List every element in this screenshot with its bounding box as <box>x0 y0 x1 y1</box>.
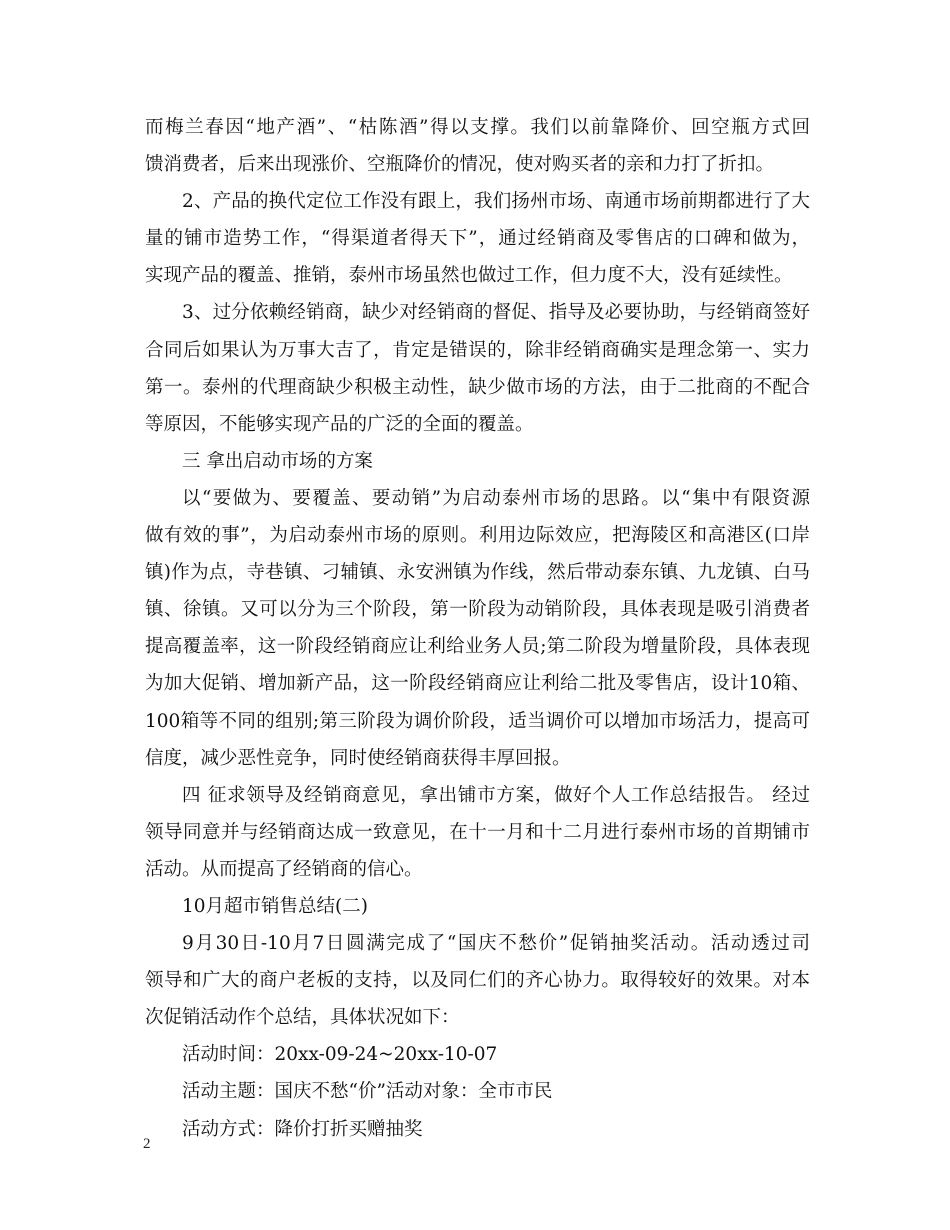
text-line: 为加大促销、增加新产品，这一阶段经销商应让利给二批及零售店，设计10箱、 <box>145 673 810 695</box>
text-line: 9月30日-10月7日圆满完成了“国庆不愁价”促销抽奖活动。活动透过司 <box>182 933 810 955</box>
text-line: 活动主题：国庆不愁“价”活动对象：全市市民 <box>182 1081 553 1103</box>
page-number: 2 <box>143 1136 151 1152</box>
text-line: 等原因，不能够实现产品的广泛的全面的覆盖。 <box>145 413 534 435</box>
text-line: 三 拿出启动市场的方案 <box>182 450 373 472</box>
text-line: 活动方式：降价打折买赠抽奖 <box>182 1118 423 1140</box>
text-line: 第一。泰州的代理商缺少积极主动性，缺少做市场的方法，由于二批商的不配合 <box>145 376 810 398</box>
text-line: 10月超市销售总结(二) <box>182 895 368 917</box>
text-line: 提高覆盖率，这一阶段经销商应让利给业务人员;第二阶段为增量阶段，具体表现 <box>145 636 810 658</box>
text-line: 信度，减少恶性竞争，同时使经销商获得丰厚回报。 <box>145 747 571 769</box>
text-line: 领导和广大的商户老板的支持，以及同仁们的齐心协力。取得较好的效果。对本 <box>145 970 810 992</box>
document-body <box>145 109 810 1148</box>
text-line: 100箱等不同的组别;第三阶段为调价阶段，适当调价可以增加市场活力，提高可 <box>145 710 810 732</box>
text-line: 镇)作为点，寺巷镇、刁辅镇、永安洲镇为作线，然后带动泰东镇、九龙镇、白马 <box>145 562 810 584</box>
text-line: 活动时间：20xx-09-24~20xx-10-07 <box>182 1044 498 1066</box>
text-line: 活动。从而提高了经销商的信心。 <box>145 858 423 880</box>
text-line: 2、产品的换代定位工作没有跟上，我们扬州市场、南通市场前期都进行了大 <box>182 191 810 213</box>
text-line: 做有效的事”，为启动泰州市场的原则。利用边际效应，把海陵区和高港区(口岸 <box>145 525 810 547</box>
text-line: 以“要做为、要覆盖、要动销”为启动泰州市场的思路。以“集中有限资源 <box>182 487 810 509</box>
text-line: 次促销活动作个总结，具体状况如下： <box>145 1007 460 1029</box>
text-line: 领导同意并与经销商达成一致意见，在十一月和十二月进行泰州市场的首期铺市 <box>145 821 810 843</box>
text-line: 合同后如果认为万事大吉了，肯定是错误的，除非经销商确实是理念第一、实力 <box>145 339 810 361</box>
text-line: 实现产品的覆盖、推销，泰州市场虽然也做过工作，但力度不大，没有延续性。 <box>145 265 793 287</box>
text-line: 镇、徐镇。又可以分为三个阶段，第一阶段为动销阶段，具体表现是吸引消费者 <box>145 599 810 621</box>
text-line: 量的铺市造势工作，“得渠道者得天下”，通过经销商及零售店的口碑和做为， <box>145 228 810 250</box>
text-line: 而梅兰春因“地产酒”、“枯陈酒”得以支撑。我们以前靠降价、回空瓶方式回 <box>145 117 810 138</box>
text-line: 馈消费者，后来出现涨价、空瓶降价的情况，使对购买者的亲和力打了折扣。 <box>145 154 775 176</box>
text-line: 四 征求领导及经销商意见，拿出铺市方案，做好个人工作总结报告。 经过 <box>182 784 810 806</box>
text-line: 3、过分依赖经销商，缺少对经销商的督促、指导及必要协助，与经销商签好 <box>182 302 810 324</box>
